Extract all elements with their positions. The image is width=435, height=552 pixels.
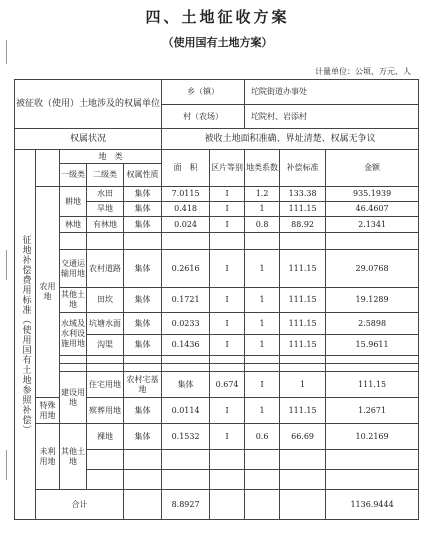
nature-cell: 集体 [124, 217, 162, 233]
amount-cell: 29.0768 [326, 250, 419, 288]
coef-cell: 1 [245, 202, 280, 217]
ownership-unit-label: 被征收（使用）土地涉及的权属单位 [15, 80, 162, 129]
area-cell: 0.674 [210, 372, 245, 398]
village-label: 村（农场） [162, 105, 245, 129]
page-title: 四、土地征收方案 [145, 8, 290, 26]
std-cell: 111.15 [280, 202, 326, 217]
total-row [15, 490, 419, 520]
table-row [15, 187, 419, 202]
level1-other-unused: 其他土地 [60, 424, 87, 490]
coef-cell: 1 [245, 250, 280, 288]
level1-forest: 林地 [60, 217, 87, 233]
coef-cell: 0.8 [245, 217, 280, 233]
zone-cell: Ⅰ [210, 217, 245, 233]
level2-cell: 农村道路 [87, 250, 124, 288]
zone-cell: Ⅰ [210, 288, 245, 313]
header-level2: 二级类 [87, 164, 124, 187]
township-label: 乡（镇） [162, 80, 245, 105]
area-cell: 7.0115 [162, 187, 210, 202]
zone-cell: Ⅰ [210, 187, 245, 202]
header-land-type: 地 类 [60, 150, 162, 164]
std-cell: 111.15 [280, 335, 326, 356]
zone-cell: Ⅰ [210, 335, 245, 356]
header-amount: 金额 [326, 150, 419, 187]
amount-cell: 1.2671 [326, 398, 419, 424]
total-amount: 1136.9444 [326, 490, 419, 520]
level2-cell: 水田 [87, 187, 124, 202]
zone-cell: Ⅰ [210, 250, 245, 288]
amount-cell: 10.2169 [326, 424, 419, 450]
level1-arable: 耕地 [60, 187, 87, 217]
nature-cell: 集体 [124, 335, 162, 356]
group-unused: 未利用地 [36, 424, 60, 490]
level2-cell: 裸地 [87, 424, 124, 450]
total-area: 8.8927 [162, 490, 210, 520]
level2-cell: 有林地 [87, 217, 124, 233]
level2-cell: 沟渠 [87, 335, 124, 356]
level1-other-land: 其他土地 [60, 288, 87, 313]
area-cell: 0.1721 [162, 288, 210, 313]
total-blank [245, 490, 280, 520]
coef-cell: 1 [280, 372, 326, 398]
amount-cell: 15.9611 [326, 335, 419, 356]
total-label: 合计 [36, 490, 124, 520]
nature-cell: 集体 [124, 187, 162, 202]
header-zone: 区片等别 [210, 150, 245, 187]
amount-cell: 2.1341 [326, 217, 419, 233]
area-cell: 0.1436 [162, 335, 210, 356]
level1-residential: 住宅用地 [87, 372, 124, 398]
level1-special: 特殊用地 [36, 398, 60, 424]
nature-cell: 集体 [124, 202, 162, 217]
nature-cell: 集体 [124, 288, 162, 313]
table-row [15, 288, 419, 313]
nature-cell: 集体 [124, 313, 162, 335]
level1-transport: 交通运输用地 [60, 250, 87, 288]
nature-cell: 集体 [124, 398, 162, 424]
village-value: 坨院村、岩添村 [245, 105, 419, 129]
std-cell: 111.15 [280, 398, 326, 424]
nature-cell: 集体 [124, 250, 162, 288]
std-cell: 111.15 [280, 250, 326, 288]
level2-cell: 殡葬用地 [87, 398, 124, 424]
rights-label: 权属状况 [15, 129, 162, 150]
township-row [15, 80, 419, 105]
area-cell: 0.2616 [162, 250, 210, 288]
binding-line-bottom [6, 450, 7, 480]
coef-cell: 1 [245, 398, 280, 424]
rights-value: 被收土地面积准确、界址清楚、权属无争议 [162, 129, 419, 150]
nature-cell: 集体 [124, 424, 162, 450]
page-subtitle: （使用国有土地方案） [162, 36, 273, 49]
level2-cell: 农村宅基地 [124, 372, 162, 398]
header-std: 补偿标准 [280, 150, 326, 187]
std-cell: 66.69 [280, 424, 326, 450]
side-label: 征地补偿费用标准（使用国有土地参照补偿） [15, 150, 36, 520]
unit-note: 计量单位：公顷、万元、人 [315, 67, 411, 76]
zone-cell: Ⅰ [210, 398, 245, 424]
std-cell: 133.38 [280, 187, 326, 202]
area-cell: 0.418 [162, 202, 210, 217]
spacer-row [15, 356, 419, 364]
zone-cell: Ⅰ [210, 202, 245, 217]
header-nature: 权属性质 [124, 164, 162, 187]
header-coef: 地类系数 [245, 150, 280, 187]
level2-cell: 坑塘水面 [87, 313, 124, 335]
level2-cell: 旱地 [87, 202, 124, 217]
amount-cell: 46.4607 [326, 202, 419, 217]
area-cell: 0.0114 [162, 398, 210, 424]
amount-cell: 935.1939 [326, 187, 419, 202]
header-blank [36, 150, 60, 187]
area-cell: 0.0233 [162, 313, 210, 335]
zone-cell: Ⅰ [245, 372, 280, 398]
coef-cell: 1 [245, 335, 280, 356]
header-level1: 一级类 [60, 164, 87, 187]
area-cell: 0.024 [162, 217, 210, 233]
table-row [15, 313, 419, 335]
amount-cell: 19.1289 [326, 288, 419, 313]
std-cell: 111.15 [280, 313, 326, 335]
std-cell: 111.15 [280, 288, 326, 313]
coef-cell: 1 [245, 313, 280, 335]
total-blank [210, 490, 245, 520]
level2-cell: 田坎 [87, 288, 124, 313]
group-construction: 建设用地 [60, 372, 87, 424]
township-value: 坨院街道办事处 [245, 80, 419, 105]
level1-water: 水域及水利设施用地 [60, 313, 87, 356]
spacer-row [15, 233, 419, 250]
total-blank [124, 490, 162, 520]
nature-cell: 集体 [162, 372, 210, 398]
header-area: 面 积 [162, 150, 210, 187]
zone-cell: Ⅰ [210, 424, 245, 450]
std-cell: 111.15 [326, 372, 419, 398]
amount-cell: 2.5898 [326, 313, 419, 335]
coef-cell: 1 [245, 288, 280, 313]
area-cell: 0.1532 [162, 424, 210, 450]
binding-line-middle [6, 250, 7, 280]
zone-cell: Ⅰ [210, 313, 245, 335]
coef-cell: 0.6 [245, 424, 280, 450]
land-expropriation-table [14, 79, 419, 520]
table-row [15, 372, 419, 398]
table-row [15, 217, 419, 233]
group-farmland: 农用地 [36, 187, 60, 398]
table-row [15, 424, 419, 450]
std-cell: 88.92 [280, 217, 326, 233]
table-row [15, 250, 419, 288]
header-row-1 [15, 150, 419, 164]
spacer-row [15, 364, 419, 372]
coef-cell: 1.2 [245, 187, 280, 202]
total-blank [280, 490, 326, 520]
rights-row [15, 129, 419, 150]
